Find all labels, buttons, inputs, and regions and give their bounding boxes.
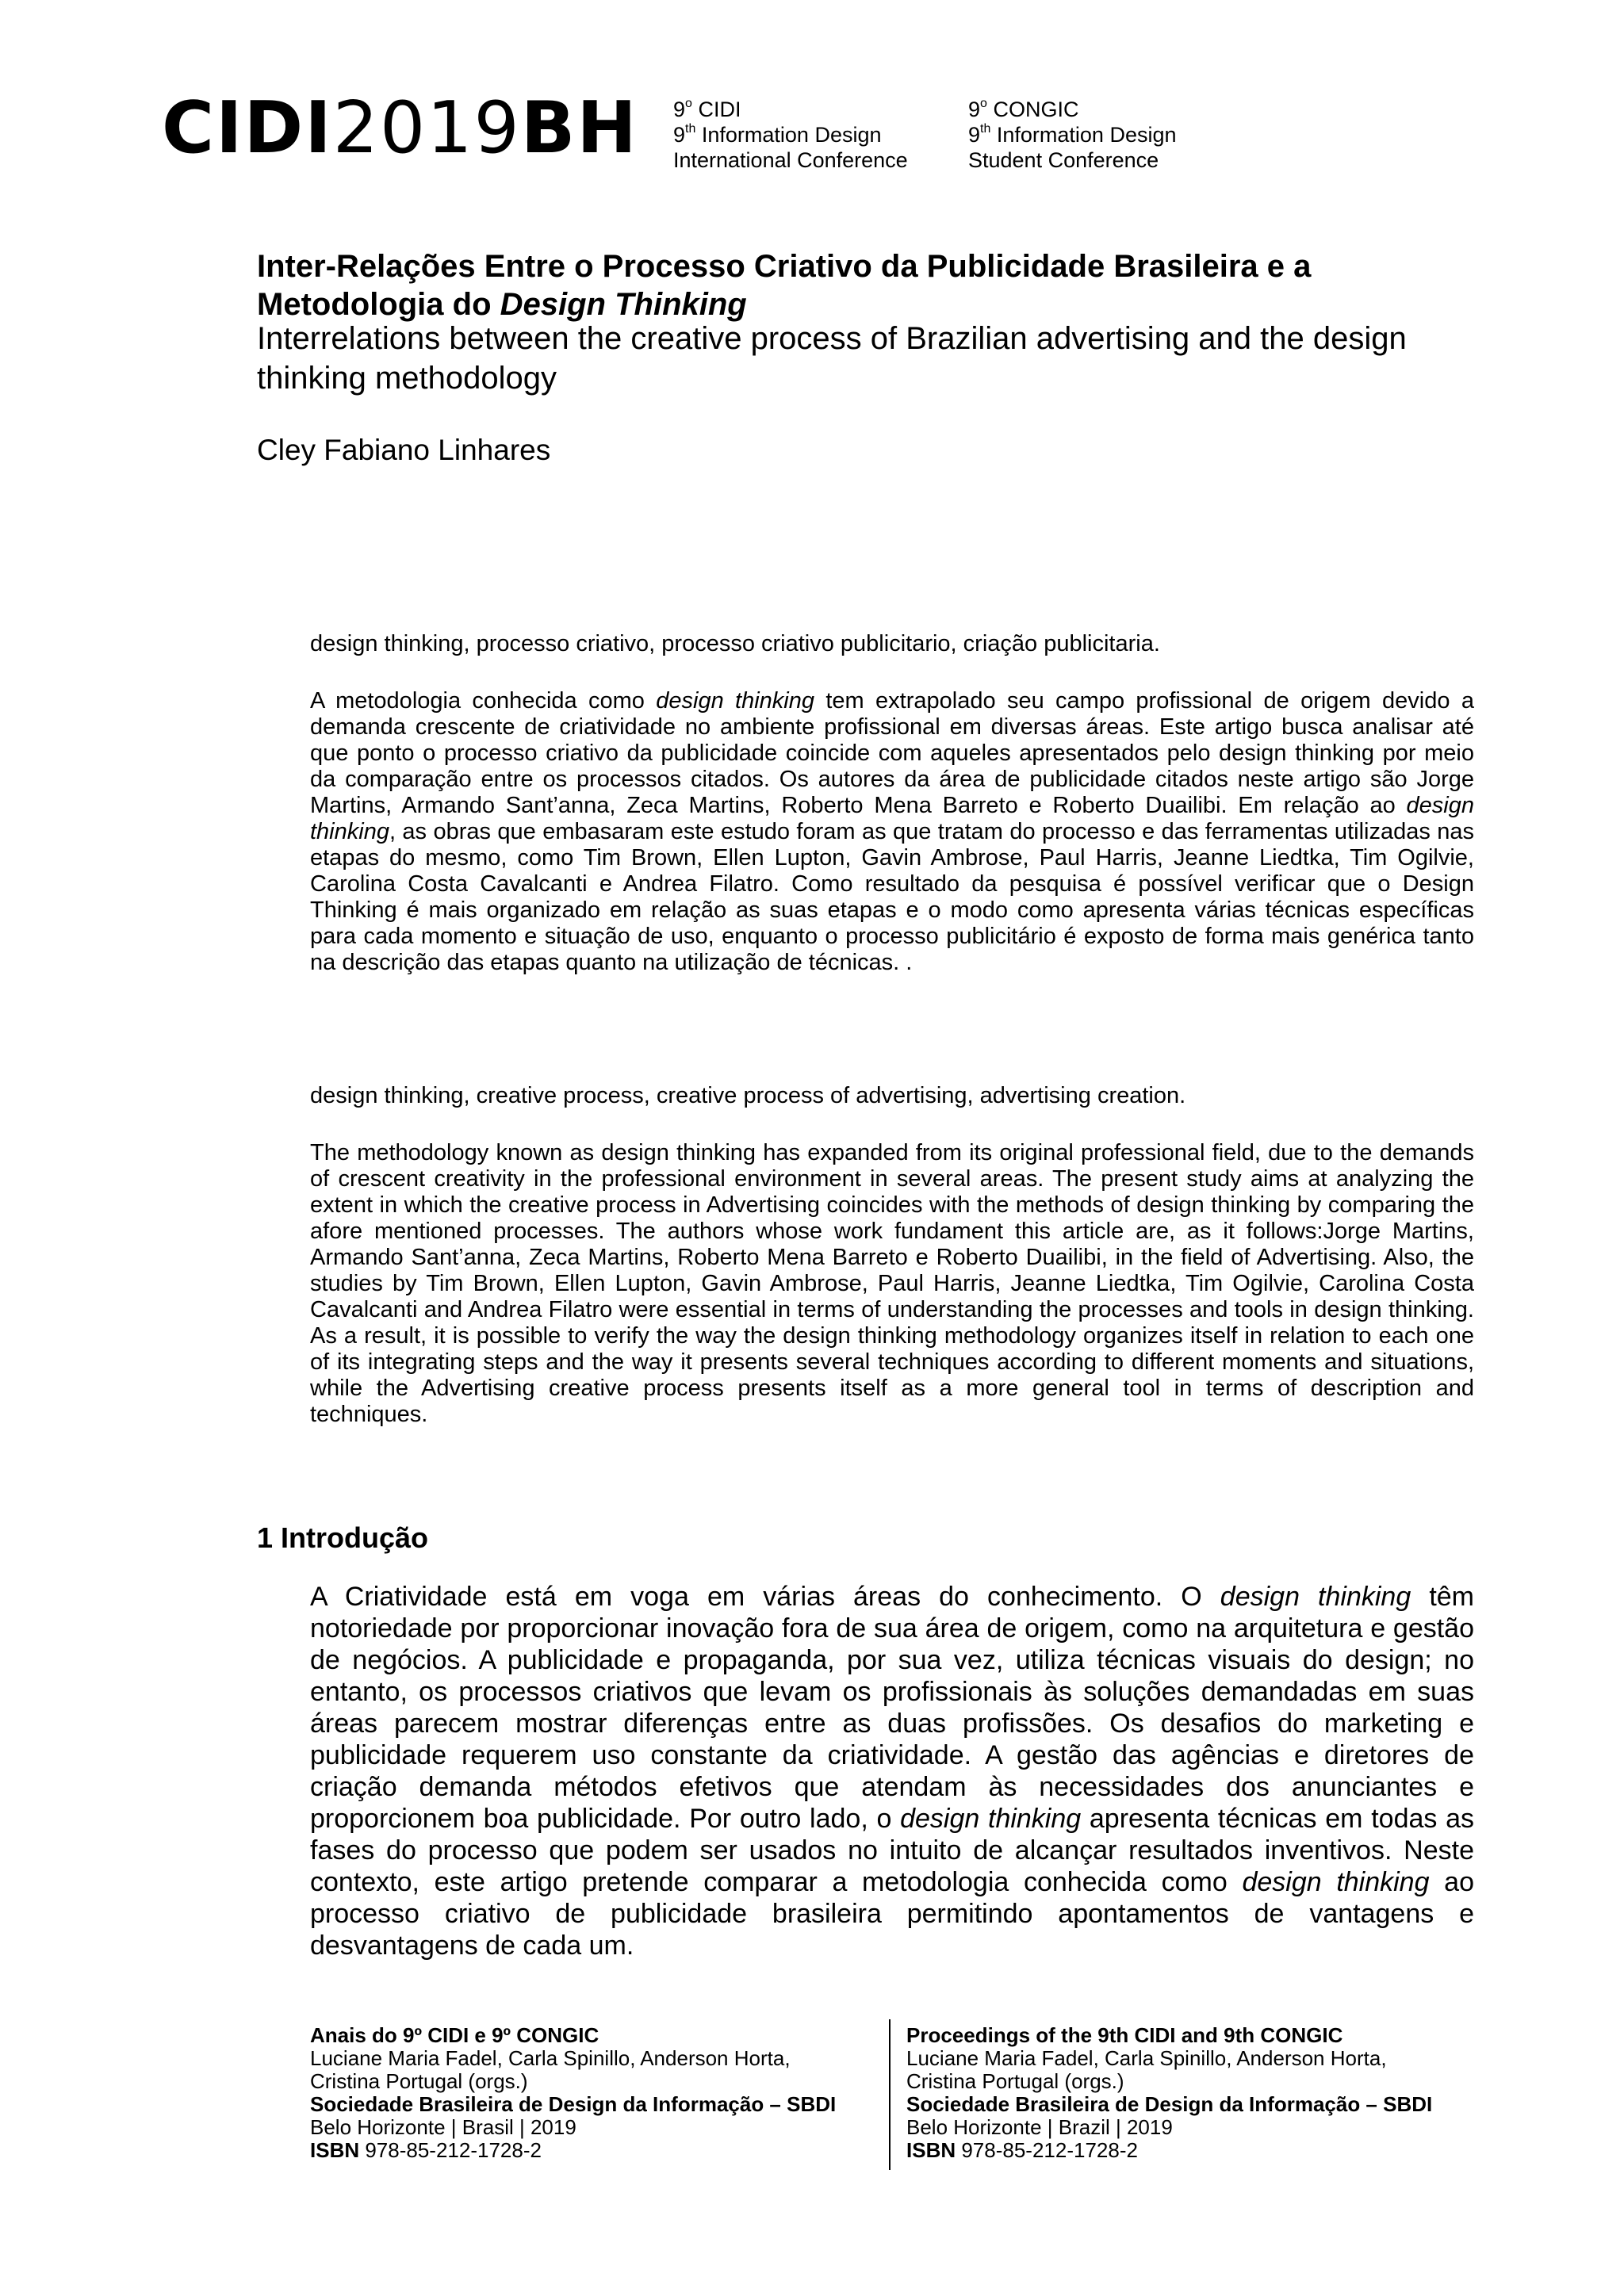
conference-logo <box>162 86 638 170</box>
footer-left-title: Anais do 9º CIDI e 9º CONGIC <box>310 2023 599 2047</box>
cidi-conference-info <box>673 97 908 173</box>
congic-subtitle: Student Conference <box>968 148 1159 172</box>
footer-right-editors-cont: Cristina Portugal (orgs.) <box>906 2069 1124 2093</box>
footer-right-isbn-label: ISBN <box>906 2138 956 2162</box>
footer-left-isbn: 978-85-212-1728-2 <box>359 2138 542 2162</box>
abstract-portuguese <box>310 688 1474 976</box>
footer-proceedings-portuguese <box>310 2024 836 2162</box>
footer-right-place: Belo Horizonte | Brazil | 2019 <box>906 2115 1173 2139</box>
footer-left-isbn-label: ISBN <box>310 2138 360 2162</box>
intro-italic: design thinking <box>900 1804 1082 1834</box>
congic-full-name: Information Design <box>990 123 1177 147</box>
logo-city: BH <box>520 86 638 170</box>
footer-proceedings-english <box>906 2024 1432 2162</box>
congic-number-en: 9 <box>968 123 981 147</box>
footer-divider <box>889 2019 891 2170</box>
footer-right-society: Sociedade Brasileira de Design da Informação – SBDI <box>906 2092 1433 2116</box>
intro-italic: design thinking <box>1242 1867 1430 1897</box>
footer-left-editors-cont: Cristina Portugal (orgs.) <box>310 2069 528 2093</box>
cidi-subtitle: International Conference <box>673 148 908 172</box>
title-pt-text: Inter-Relações Entre o Processo Criativo da Publicidade Brasileira e a Metodologia do <box>257 249 1312 322</box>
footer-right-isbn: 978-85-212-1728-2 <box>956 2138 1138 2162</box>
abstract-pt-segment: , as obras que embasaram este estudo foram as que tratam do processo e das ferramentas utilizadas nas etapas do mesmo, como Tim Brown, Ellen Lupton, Gavin Ambrose, Paul Harris, Jeanne Liedtka, Tim Ogilvie, Carolina Costa Cavalcanti e Andrea Filatro. Como resultado da pesquisa é possível verificar que o Design Thinking é mais organizado em relação as suas etapas e o modo como apresenta várias técnicas específicas para cada momento e situação de uso, enquanto o processo publicitário é exposto de forma mais genérica tanto na descrição das etapas quanto na utilização de técnicas. . <box>310 819 1474 975</box>
intro-italic: design thinking <box>1220 1582 1411 1612</box>
section-heading-introduction: 1 Introdução <box>257 1521 429 1554</box>
abstract-pt-italic: design thinking <box>656 688 815 714</box>
cidi-ordinal-en: th <box>685 122 696 136</box>
abstract-pt-segment: A metodologia conhecida como <box>310 688 657 714</box>
intro-segment: A Criatividade está em voga em várias áreas do conhecimento. O <box>310 1582 1220 1612</box>
paper-title-english: Interrelations between the creative process of Brazilian advertising and the design thinking methodology <box>257 321 1407 396</box>
cidi-full-name: Information Design <box>695 123 882 147</box>
footer-left-editors: Luciane Maria Fadel, Carla Spinillo, Anderson Horta, <box>310 2046 791 2070</box>
cidi-name: CIDI <box>691 98 741 121</box>
cidi-edition-number: 9 <box>673 98 686 121</box>
logo-cidi: CIDI <box>162 86 333 170</box>
cidi-edition-ordinal: o <box>685 97 692 110</box>
congic-edition-number: 9 <box>968 98 981 121</box>
title-pt-italic: Design Thinking <box>500 287 747 322</box>
intro-segment: ao processo criativo de publicidade brasileira permitindo apontamentos de vantagens e desvantagens de cada um. <box>310 1867 1475 1961</box>
congic-ordinal-en: th <box>980 122 991 136</box>
cidi-number-en: 9 <box>673 123 686 147</box>
keywords-english: design thinking, creative process, creative process of advertising, advertising creation. <box>310 1083 1186 1108</box>
congic-name: CONGIC <box>986 98 1079 121</box>
intro-segment: apresenta técnicas em todas as fases do processo que podem ser usados no intuito de alcançar resultados inventivos. Neste contexto, este artigo pretende comparar a metodologia conhecida como <box>310 1804 1475 1897</box>
introduction-paragraph <box>310 1581 1474 1961</box>
logo-year: 2019 <box>332 86 521 170</box>
author-name: Cley Fabiano Linhares <box>257 434 551 466</box>
paper-title-portuguese <box>257 247 1494 323</box>
footer-left-place: Belo Horizonte | Brasil | 2019 <box>310 2115 576 2139</box>
abstract-english: The methodology known as design thinking has expanded from its original professional field, due to the demands of crescent creativity in the professional environment in several areas. The present study aims at analyzing the extent in which the creative process in Advertising coincides with the methods of design thinking by comparing the afore mentioned processes. The authors whose work fundament this article are, as it follows:Jorge Martins, Armando Sant’anna, Zeca Martins, Roberto Mena Barreto e Roberto Duailibi, in the field of Advertising. Also, the studies by Tim Brown, Ellen Lupton, Gavin Ambrose, Paul Harris, Jeanne Liedtka, Tim Ogilvie, Carolina Costa Cavalcanti and Andrea Filatro were essential in terms of understanding the processes and tools in design thinking. As a result, it is possible to verify the way the design thinking methodology organizes itself in relation to each one of its integrating steps and the way it presents several techniques according to different moments and situations, while the Advertising creative process presents itself as a more general tool in terms of description and techniques. <box>310 1140 1474 1427</box>
congic-conference-info <box>968 97 1177 173</box>
congic-edition-ordinal: o <box>980 97 987 110</box>
intro-segment: têm notoriedade por proporcionar inovação fora de sua área de origem, como na arquitetura e gestão de negócios. A publicidade e propaganda, por sua vez, utiliza técnicas visuais do design; no entanto, os processos criativos que levam os profissionais às soluções demandadas em suas áreas parecem mostrar diferenças entre as duas profissões. Os desafios do marketing e publicidade requerem uso constante da criatividade. A gestão das agências e diretores de criação demanda métodos efetivos que atendam às necessidades dos anunciantes e proporcionem boa publicidade. Por outro lado, o <box>310 1582 1475 1834</box>
abstract-pt-italic: design thinking <box>310 793 1474 844</box>
abstract-pt-segment: tem extrapolado seu campo profissional de origem devido a demanda crescente de criatividade no ambiente profissional em diversas áreas. Este artigo busca analisar até que ponto o processo criativo da publicidade coincide com aqueles apresentados pelo design thinking por meio da comparação entre os processos citados. Os autores da área de publicidade citados neste artigo são Jorge Martins, Armando Sant’anna, Zeca Martins, Roberto Mena Barreto e Roberto Duailibi. Em relação ao <box>310 688 1474 818</box>
keywords-portuguese: design thinking, processo criativo, processo criativo publicitario, criação publicitaria. <box>310 631 1160 656</box>
footer-right-editors: Luciane Maria Fadel, Carla Spinillo, Anderson Horta, <box>906 2046 1387 2070</box>
footer-left-society: Sociedade Brasileira de Design da Informação – SBDI <box>310 2092 837 2116</box>
footer-right-title: Proceedings of the 9th CIDI and 9th CONGIC <box>906 2023 1343 2047</box>
